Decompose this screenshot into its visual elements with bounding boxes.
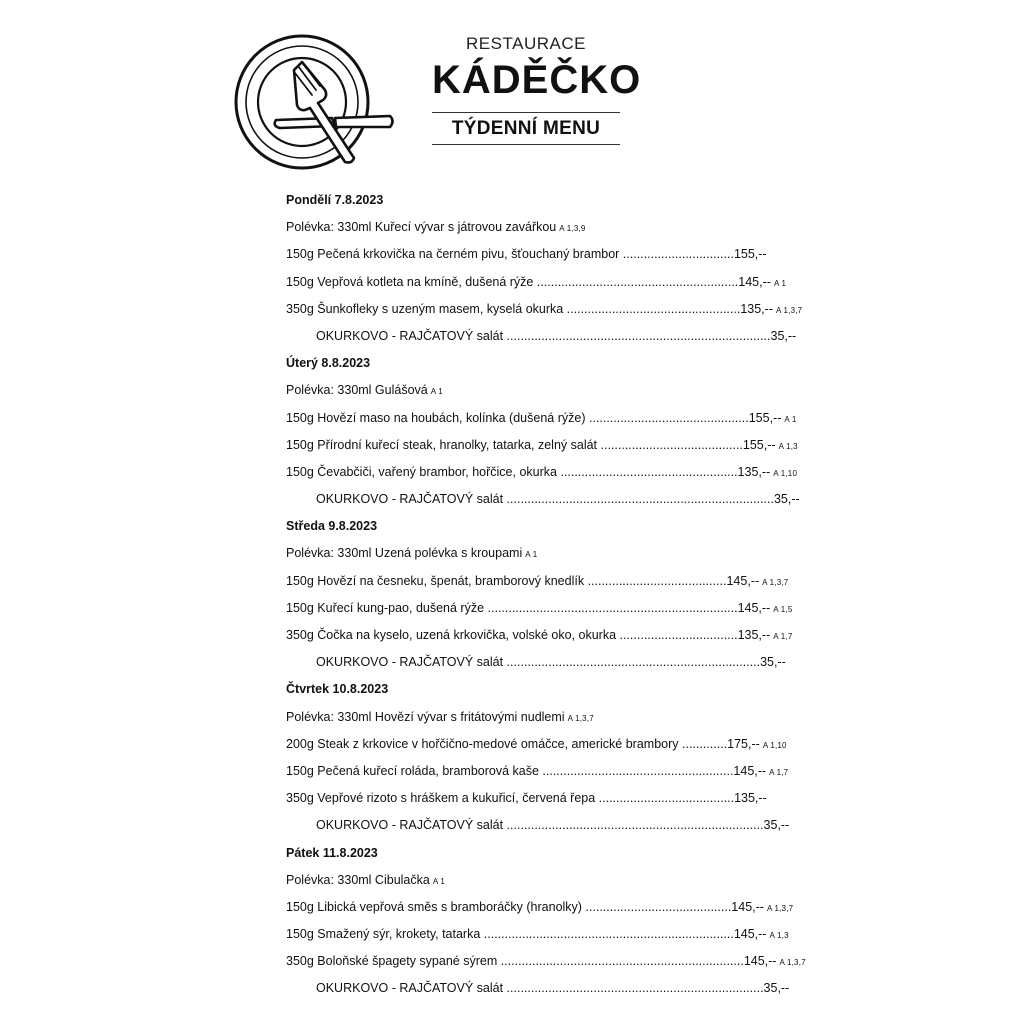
allergen-codes: A 1,5 bbox=[773, 604, 793, 614]
menu-line-text: 150g Libická vepřová směs s bramboráčky (hranolky) ..........................................145,-- bbox=[286, 899, 764, 914]
day-heading bbox=[286, 676, 806, 703]
allergen-codes: A 1 bbox=[784, 414, 797, 424]
menu-line-text: 150g Čevabčiči, vařený brambor, hořčice, okurka ...................................................135,-- bbox=[286, 464, 771, 479]
menu-line-text: 150g Pečená krkovička na černém pivu, šťouchaný brambor ................................155,-- bbox=[286, 247, 767, 262]
allergen-codes: A 1 bbox=[773, 278, 787, 288]
salad-item bbox=[286, 486, 806, 513]
dish-item bbox=[286, 921, 806, 948]
allergen-codes: A 1,3,7 bbox=[779, 958, 806, 968]
weekly-menu-title: TÝDENNÍ MENU bbox=[451, 118, 601, 139]
dish-item bbox=[286, 785, 806, 812]
menu-line-text: OKURKOVO - RAJČATOVÝ salát .........................................................................35,-- bbox=[316, 655, 786, 670]
soup-item bbox=[286, 214, 806, 241]
dish-item bbox=[286, 622, 806, 649]
allergen-codes: A 1,7 bbox=[769, 767, 789, 777]
allergen-codes: A 1 bbox=[432, 876, 445, 886]
menu-line-text: Pátek 11.8.2023 bbox=[286, 845, 378, 860]
soup-item bbox=[286, 704, 806, 731]
menu-line-text: Polévka: 330ml Cibulačka bbox=[286, 872, 430, 887]
restaurant-subtitle: RESTAURACE bbox=[466, 34, 586, 53]
salad-item bbox=[286, 975, 806, 1002]
menu-line-text: Středa 9.8.2023 bbox=[286, 519, 378, 534]
menu-line-text: 150g Hovězí maso na houbách, kolínka (dušená rýže) ..............................................155,-- bbox=[286, 410, 782, 425]
restaurant-name: KÁDĚČKO bbox=[432, 58, 642, 102]
soup-item bbox=[286, 377, 806, 404]
menu-line-text: 150g Hovězí na česneku, špenát, bramborový knedlík ........................................145,-- bbox=[286, 573, 760, 588]
dish-item bbox=[286, 568, 806, 595]
menu-line-text: 200g Steak z krkovice v hořčično-medové omáčce, americké brambory .............175,-- bbox=[286, 736, 760, 751]
allergen-codes: A 1,3,7 bbox=[762, 577, 789, 587]
allergen-codes: A 1,10 bbox=[762, 740, 787, 750]
menu-line-text: Polévka: 330ml Hovězí vývar s fritátovými nudlemi bbox=[286, 709, 565, 724]
soup-item bbox=[286, 867, 806, 894]
allergen-codes: A 1 bbox=[525, 550, 538, 560]
dish-item bbox=[286, 894, 806, 921]
day-heading bbox=[286, 840, 806, 867]
menu-line-text: 350g Vepřové rizoto s hráškem a kukuřicí, červená řepa .......................................135,-- bbox=[286, 791, 767, 806]
plate-cutlery-logo-icon bbox=[232, 30, 396, 174]
dish-item bbox=[286, 296, 806, 323]
dish-item bbox=[286, 595, 806, 622]
restaurant-brand bbox=[432, 30, 642, 145]
dish-item bbox=[286, 948, 806, 975]
menu-line-text: OKURKOVO - RAJČATOVÝ salát .............................................................................35,-- bbox=[316, 492, 800, 507]
menu-line-text: Polévka: 330ml Gulášová bbox=[286, 383, 428, 398]
menu-line-text: OKURKOVO - RAJČATOVÝ salát ..........................................................................35,-- bbox=[316, 981, 790, 996]
menu-line-text: 150g Smažený sýr, krokety, tatarka ........................................................................145,-- bbox=[286, 927, 767, 942]
dish-item bbox=[286, 269, 806, 296]
allergen-codes: A 1 bbox=[430, 387, 443, 397]
menu-line-text: OKURKOVO - RAJČATOVÝ salát ..........................................................................35,-- bbox=[316, 818, 790, 833]
allergen-codes: A 1,10 bbox=[773, 468, 798, 478]
menu-line-text: Polévka: 330ml Uzená polévka s kroupami bbox=[286, 546, 523, 561]
allergen-codes: A 1,3 bbox=[769, 931, 789, 941]
menu-line-text: 350g Šunkofleky s uzeným masem, kyselá okurka ..................................................135,-- bbox=[286, 301, 773, 316]
allergen-codes: A 1,3,9 bbox=[559, 224, 586, 234]
dish-item bbox=[286, 459, 806, 486]
dish-item bbox=[286, 432, 806, 459]
salad-item bbox=[286, 649, 806, 676]
day-heading bbox=[286, 350, 806, 377]
divider-bottom bbox=[432, 144, 620, 145]
allergen-codes: A 1,3,7 bbox=[567, 713, 594, 723]
salad-item bbox=[286, 812, 806, 839]
menu-line-text: 150g Vepřová kotleta na kmíně, dušená rýže ..........................................................145,-- bbox=[286, 274, 771, 289]
menu-line-text: 350g Čočka na kyselo, uzená krkovička, volské oko, okurka ..................................135,-- bbox=[286, 628, 771, 642]
allergen-codes: A 1,3,7 bbox=[766, 903, 794, 913]
day-heading bbox=[286, 187, 806, 214]
dish-item bbox=[286, 405, 806, 432]
menu-line-text: 150g Přírodní kuřecí steak, hranolky, tatarka, zelný salát .........................................155,-- bbox=[286, 437, 776, 452]
menu-line-text: 350g Boloňské špagety sypané sýrem ......................................................................145,-- bbox=[286, 954, 777, 969]
menu-line-text: Čtvrtek 10.8.2023 bbox=[286, 682, 389, 697]
allergen-codes: A 1,3 bbox=[778, 441, 798, 451]
menu-line-text: 150g Kuřecí kung-pao, dušená rýže ........................................................................145,-- bbox=[286, 600, 771, 615]
allergen-codes: A 1,7 bbox=[773, 632, 793, 641]
dish-item bbox=[286, 241, 806, 268]
menu-line-text: OKURKOVO - RAJČATOVÝ salát ............................................................................35,-- bbox=[316, 328, 797, 343]
menu-line-text: 150g Pečená kuřecí roláda, bramborová kaše .......................................................145,-- bbox=[286, 763, 767, 778]
weekly-menu-list bbox=[286, 187, 806, 1003]
menu-line-text: Polévka: 330ml Kuřecí vývar s játrovou zavářkou bbox=[286, 220, 557, 235]
salad-item bbox=[286, 323, 806, 350]
dish-item bbox=[286, 731, 806, 758]
dish-item bbox=[286, 758, 806, 785]
menu-line-text: Pondělí 7.8.2023 bbox=[286, 193, 384, 207]
day-heading bbox=[286, 513, 806, 540]
menu-line-text: Úterý 8.8.2023 bbox=[286, 356, 371, 371]
soup-item bbox=[286, 540, 806, 567]
allergen-codes: A 1,3,7 bbox=[775, 305, 803, 315]
